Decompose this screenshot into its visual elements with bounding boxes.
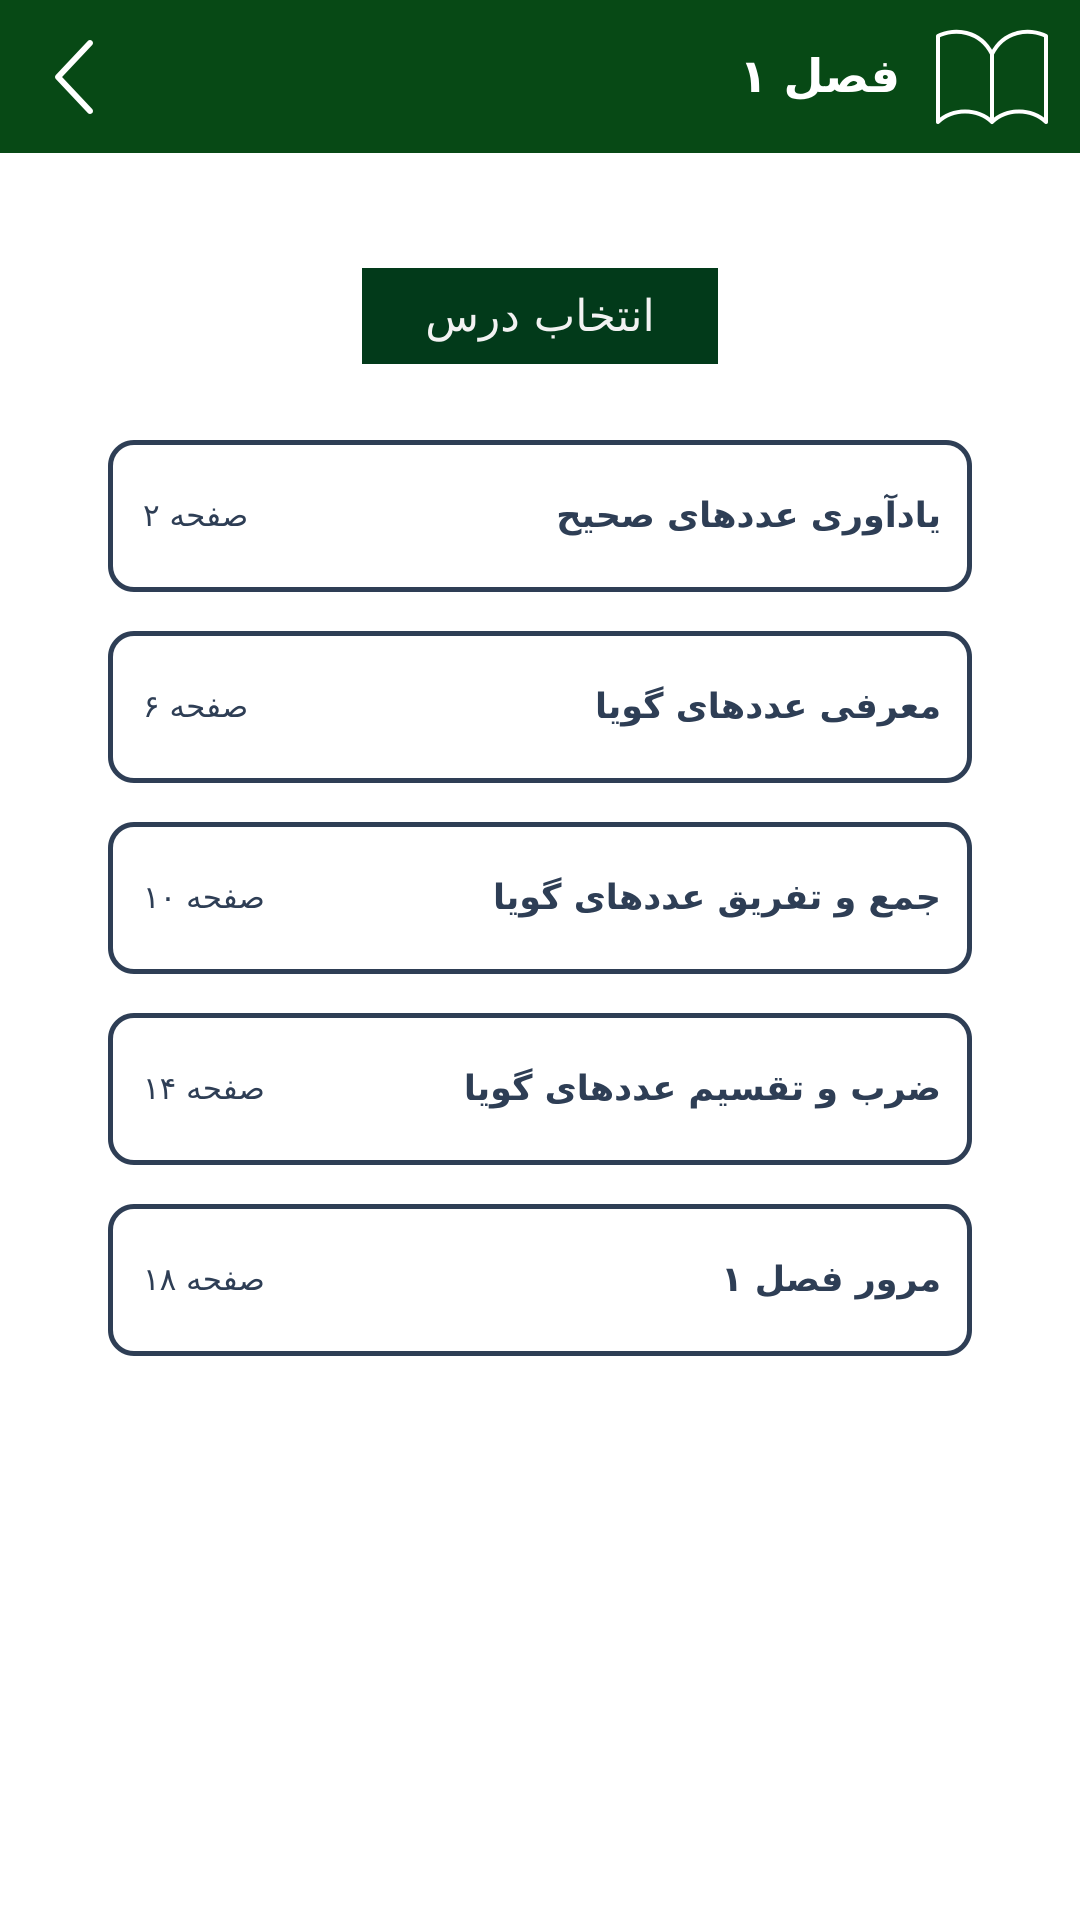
lesson-title: یادآوری عددهای صحیح bbox=[556, 496, 941, 536]
open-book-icon bbox=[934, 24, 1050, 126]
lesson-title: معرفی عددهای گویا bbox=[594, 687, 941, 727]
lesson-title: مرور فصل ۱ bbox=[721, 1260, 941, 1300]
back-button[interactable] bbox=[30, 32, 120, 122]
lesson-item[interactable] bbox=[108, 1204, 972, 1356]
lesson-page-number: صفحه ۲ bbox=[143, 498, 249, 534]
lesson-page-number: صفحه ۱۸ bbox=[143, 1262, 265, 1298]
page-title: فصل ۱ bbox=[739, 49, 900, 103]
chevron-left-icon bbox=[50, 37, 100, 117]
lesson-list bbox=[108, 440, 972, 1395]
section-banner bbox=[362, 268, 718, 364]
app-bar bbox=[0, 0, 1080, 153]
lesson-item[interactable] bbox=[108, 440, 972, 592]
lesson-item[interactable] bbox=[108, 822, 972, 974]
lesson-item[interactable] bbox=[108, 1013, 972, 1165]
lesson-page-number: صفحه ۱۴ bbox=[143, 1071, 265, 1107]
lesson-title: جمع و تفریق عددهای گویا bbox=[492, 878, 941, 918]
lesson-title: ضرب و تقسیم عددهای گویا bbox=[463, 1069, 941, 1109]
section-banner-label: انتخاب درس bbox=[425, 290, 655, 342]
lesson-page-number: صفحه ۱۰ bbox=[143, 880, 265, 916]
lesson-item[interactable] bbox=[108, 631, 972, 783]
lesson-page-number: صفحه ۶ bbox=[143, 689, 249, 725]
